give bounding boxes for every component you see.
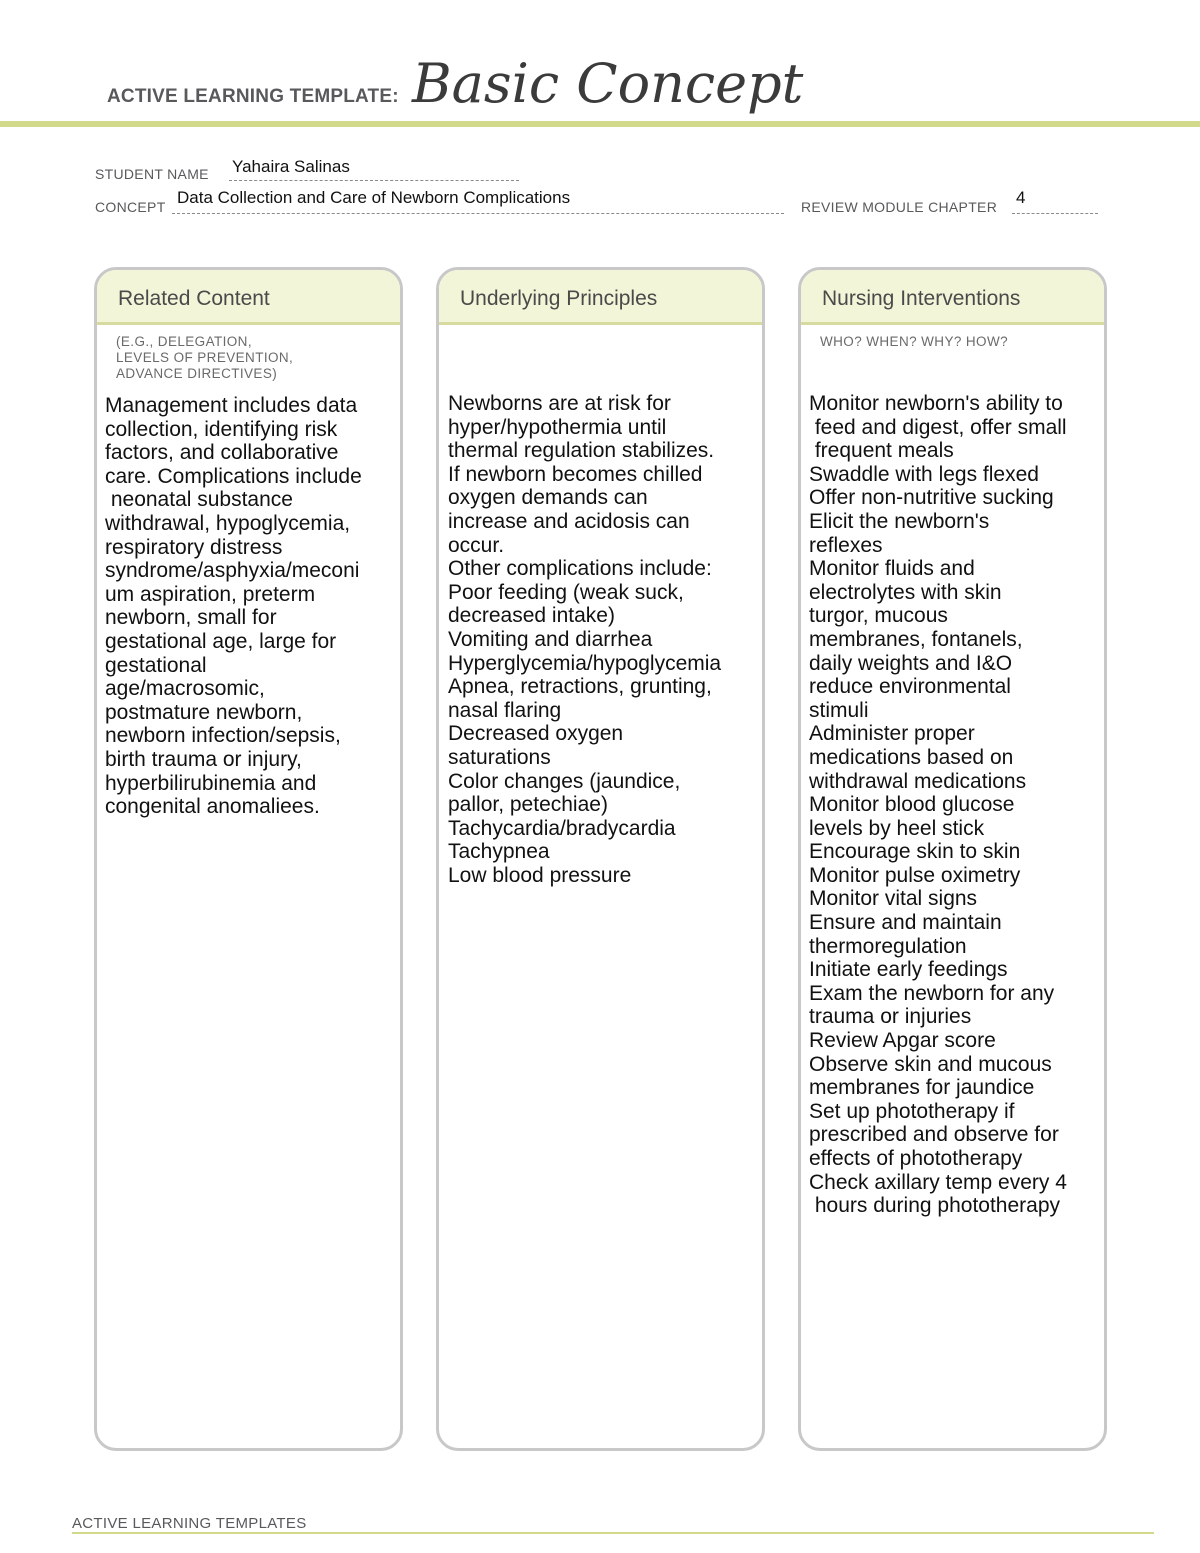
- underlying-principles-title: Underlying Principles: [439, 270, 762, 325]
- nursing-interventions-subtitle: WHO? WHEN? WHY? HOW?: [820, 334, 1009, 349]
- related-content-panel: [94, 267, 403, 1451]
- student-name-label: STUDENT NAME: [95, 166, 209, 182]
- footer-label: ACTIVE LEARNING TEMPLATES: [72, 1515, 307, 1532]
- nursing-interventions-panel: [798, 267, 1107, 1451]
- related-content-body[interactable]: Management includes data collection, identifying risk factors, and collaborative care. Complications include neonatal substance withdrawal, hypoglycemia, respiratory distress syndrome/asphyxia/meconi um aspiration, preterm newborn, small for gestational age, large for gestational age/macrosomic, postmature newborn, newborn infection/sepsis, birth trauma or injury, hyperbilirubinemia and congenital anomaliees.: [105, 394, 362, 819]
- footer-divider: [72, 1532, 1154, 1534]
- header-divider: [0, 121, 1200, 127]
- concept-field[interactable]: Data Collection and Care of Newborn Complications: [177, 188, 571, 207]
- template-label: ACTIVE LEARNING TEMPLATE:: [107, 86, 399, 107]
- review-module-label: REVIEW MODULE CHAPTER: [801, 199, 998, 215]
- page-title: Basic Concept: [412, 52, 804, 115]
- related-content-subtitle-line: (E.G., DELEGATION,: [116, 334, 252, 349]
- student-name-field[interactable]: Yahaira Salinas: [232, 157, 350, 176]
- underlying-principles-body[interactable]: Newborns are at risk for hyper/hypothermia until thermal regulation stabilizes. If newborn becomes chilled oxygen demands can increase and acidosis can occur. Other complications include: Poor feeding (weak suck, decreased intake) Vomiting and diarrhea Hyperglycemia/hypoglycemia Apnea, retractions, grunting, nasal flaring Decreased oxygen saturations Color changes (jaundice, pallor, petechiae) Tachycardia/bradycardia Tachypnea Low blood pressure: [448, 392, 722, 887]
- review-module-field[interactable]: 4: [1016, 188, 1026, 207]
- concept-underline: [172, 213, 784, 214]
- related-content-subtitle-line: ADVANCE DIRECTIVES): [116, 366, 278, 381]
- concept-label: CONCEPT: [95, 199, 166, 215]
- review-module-underline: [1012, 213, 1098, 214]
- student-name-underline: [229, 180, 519, 181]
- nursing-interventions-body[interactable]: Monitor newborn's ability to feed and digest, offer small frequent meals Swaddle with legs flexed Offer non-nutritive sucking Elicit the newborn's reflexes Monitor fluids and electrolytes with skin turgor, mucous membranes, fontanels, daily weights and I&O reduce environmental stimuli Administer proper medications based on withdrawal medications Monitor blood glucose levels by heel stick Encourage skin to skin Monitor pulse oximetry Monitor vital signs Ensure and maintain thermoregulation Initiate early feedings Exam the newborn for any trauma or injuries Review Apgar score Observe skin and mucous membranes for jaundice Set up phototherapy if prescribed and observe for effects of phototherapy Check axillary temp every 4 hours during phototherapy: [809, 392, 1067, 1218]
- related-content-subtitle: [116, 334, 400, 382]
- related-content-title: Related Content: [97, 270, 400, 325]
- nursing-interventions-title: Nursing Interventions: [801, 270, 1104, 325]
- related-content-subtitle-line: LEVELS OF PREVENTION,: [116, 350, 294, 365]
- underlying-principles-panel: [436, 267, 765, 1451]
